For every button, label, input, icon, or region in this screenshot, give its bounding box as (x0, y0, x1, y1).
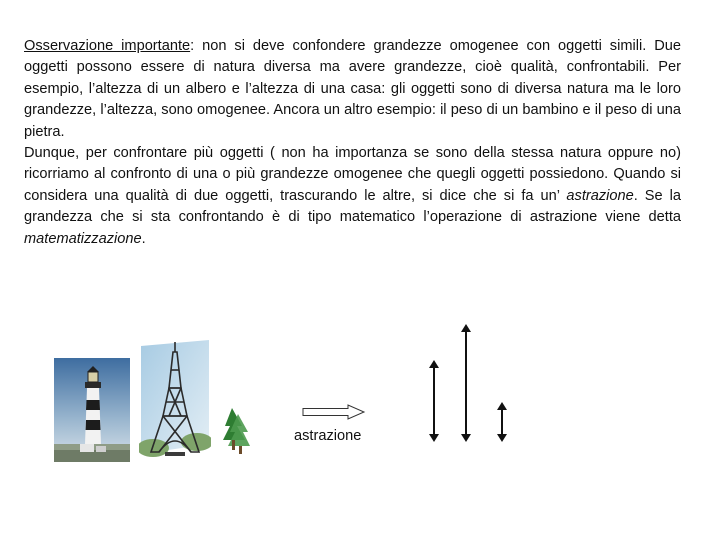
height-arrows (424, 322, 514, 446)
note-body: : non si deve confondere grandezze omogenee con oggetti simili. Due oggetti possono essere di natura diversa ma avere grandezze, cioè qualità, confrontabili. Per esempio, l’altezza di un albero e l’altezza di una casa: gli oggetti sono di diversa natura ma le loro grandezze, l’altezza, sono omogenee. Ancora un altro esempio: il peso di un bambino e il peso di una pietra. (24, 38, 681, 140)
abstraction-text-3: . (141, 230, 146, 247)
height-arrow-small (497, 402, 507, 442)
height-arrow-tall (461, 324, 471, 442)
term-matematizzazione: matematizzazione (24, 230, 142, 247)
note-heading: Osservazione importante (24, 38, 191, 54)
term-astrazione: astrazione (566, 187, 634, 204)
abstraction-text-2: . Se la grandezza che si sta confrontando è di tipo matematico l’operazione di astrazione viene detta (24, 187, 681, 226)
abstraction-arrow (302, 404, 366, 420)
abstraction-text-1: Dunque, per confrontare più oggetti ( non ha importanza se sono della stessa natura oppure no) ricorriamo al confronto di una o più grandezze omogenee che quegli oggetti possiedono. Quando si considera una qualità di due oggetti, trascurando le altre, si dice che si fa un’ (24, 145, 681, 204)
trees-image (220, 408, 250, 454)
height-arrow-short (429, 360, 439, 442)
lighthouse-image (54, 358, 130, 462)
eiffel-tower-image (139, 340, 211, 466)
arrow-label: astrazione (294, 428, 362, 444)
